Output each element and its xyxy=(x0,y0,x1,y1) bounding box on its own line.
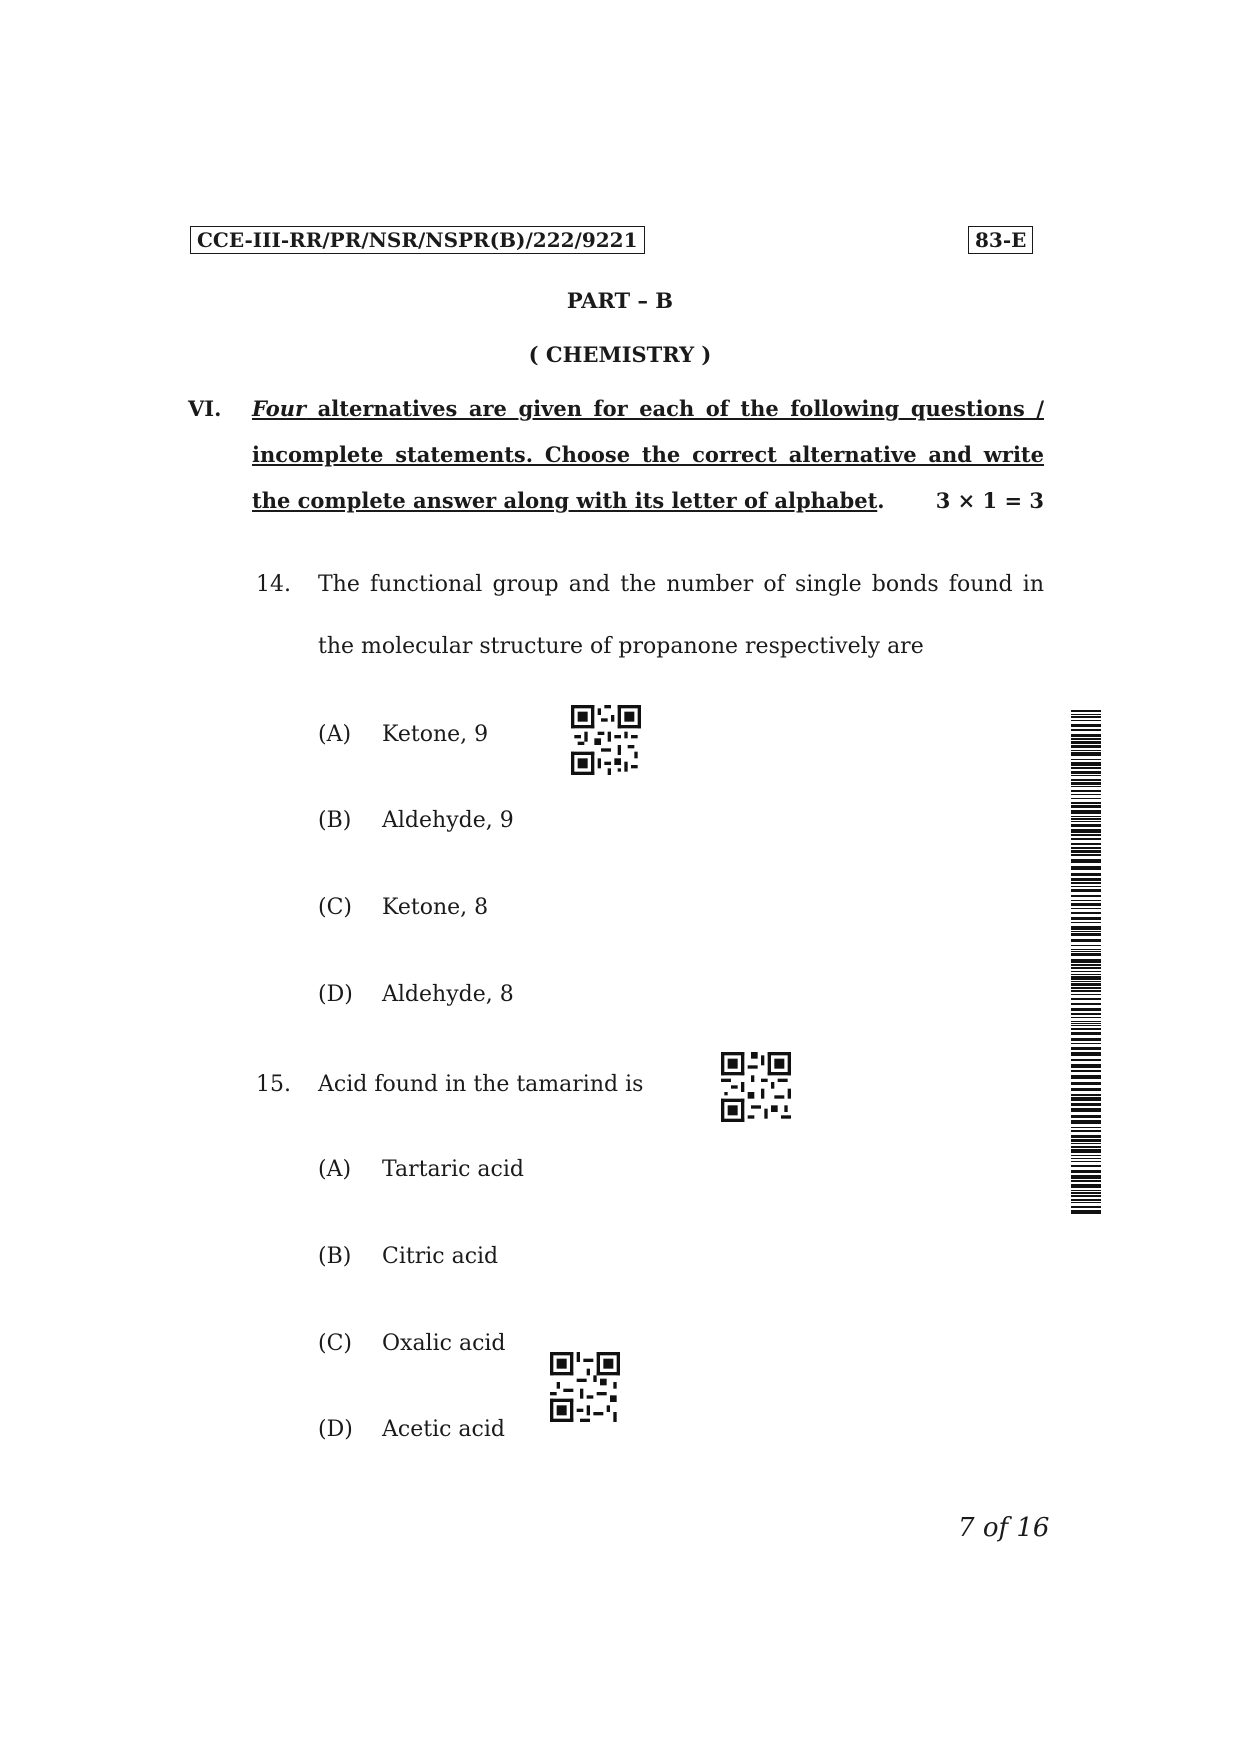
page-number xyxy=(958,1513,1049,1543)
instruction-line-2-text: incomplete statements. Choose the correct alternative and write xyxy=(252,442,1044,467)
q14-option-b-letter: (B) xyxy=(318,808,352,833)
question-14-text-line-1: The functional group and the number of single bonds found in xyxy=(318,572,1044,597)
instruction-line-2 xyxy=(252,432,1044,478)
q14-option-d-text: Aldehyde, 8 xyxy=(382,982,514,1007)
qr-code xyxy=(571,705,641,775)
qr-code xyxy=(550,1352,620,1422)
exam-code-label: CCE-III-RR/PR/NSR/NSPR(B)/222/9221 xyxy=(190,226,645,254)
q15-option-c-letter: (C) xyxy=(318,1331,352,1356)
page-current: 7 xyxy=(958,1513,975,1543)
q14-option-b-text: Aldehyde, 9 xyxy=(382,808,514,833)
q15-option-b-text: Citric acid xyxy=(382,1244,499,1269)
part-heading: PART – B xyxy=(566,288,674,313)
q15-option-a-text: Tartaric acid xyxy=(382,1157,524,1182)
marks-label: 3 × 1 = 3 xyxy=(935,488,1044,513)
barcode-image xyxy=(1071,710,1101,1215)
paper-code-label: 83-E xyxy=(968,226,1033,254)
q14-option-a-text: Ketone, 9 xyxy=(382,722,489,747)
q15-option-d-text: Acetic acid xyxy=(382,1417,505,1442)
instruction-lead: Four xyxy=(252,396,307,421)
instruction-line-1 xyxy=(252,386,1044,432)
q14-option-a-letter: (A) xyxy=(318,722,352,747)
instruction-line-3-end: . xyxy=(877,488,885,513)
question-14-number: 14. xyxy=(256,572,291,597)
q15-option-d-letter: (D) xyxy=(318,1417,353,1442)
subject-heading: ( CHEMISTRY ) xyxy=(528,342,712,367)
question-15-text: Acid found in the tamarind is xyxy=(318,1072,644,1097)
q15-option-c-text: Oxalic acid xyxy=(382,1331,506,1356)
q15-option-b-letter: (B) xyxy=(318,1244,352,1269)
q15-option-a-letter: (A) xyxy=(318,1157,352,1182)
question-15-number: 15. xyxy=(256,1072,291,1097)
instruction-line-1-text: alternatives are given for each of the following questions / xyxy=(306,396,1044,421)
q14-option-c-letter: (C) xyxy=(318,895,352,920)
page-total: 16 xyxy=(1016,1513,1050,1543)
instruction-line-3-text: the complete answer along with its letter of alphabet xyxy=(252,488,878,513)
question-14-text-line-2: the molecular structure of propanone respectively are xyxy=(318,634,924,659)
qr-code xyxy=(721,1052,791,1122)
instruction-number: VI. xyxy=(188,396,222,421)
q14-option-d-letter: (D) xyxy=(318,982,353,1007)
page-of-label: of xyxy=(982,1513,1009,1543)
q14-option-c-text: Ketone, 8 xyxy=(382,895,489,920)
